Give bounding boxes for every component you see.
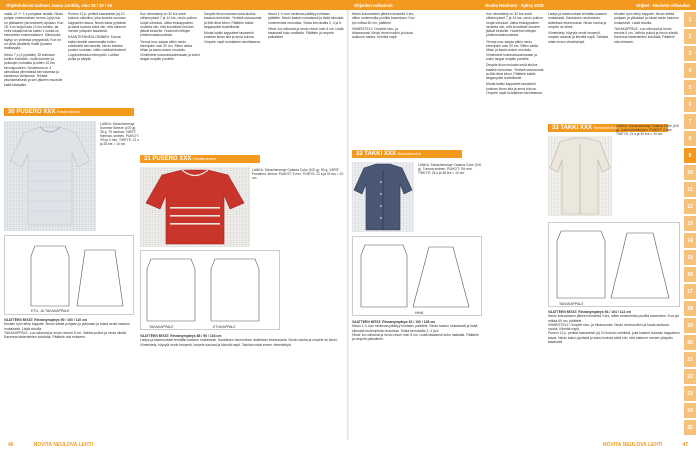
- pattern-31-instructions: [140, 334, 344, 434]
- pattern-30-diagram: [4, 235, 134, 315]
- side-tab[interactable]: 24: [684, 403, 696, 418]
- header-right-title: Ohjeiden nollasivut: [354, 2, 393, 8]
- footer-bar: [0, 440, 696, 450]
- pattern-32-diagram: [352, 236, 482, 316]
- pattern-30-photo: [4, 121, 96, 231]
- text-column-4: [204, 12, 264, 152]
- paragraph: VIIMEISTELY: Ompele sivu- ja hihasaumat. Neulo etureunoihin ja kaula-aukkoon nauha. Kiinnitä napit.: [352, 26, 414, 40]
- diagram-label: ETUKAPPALE: [213, 325, 236, 329]
- paragraph: Viimeistely: höyrytä neule kevyesti, ompele saumat ja kiinnitä napit. Tarkista mitat ennen viimeistelyä.: [548, 31, 609, 44]
- side-tab[interactable]: 18: [684, 301, 696, 316]
- paragraph: Ylempi osa: sarjaa pitkin neulo eteenpäin noin 20 cm. Sitten aloita hihan ja kaula-aukon muotoilu. Viimeistele kokonaisuudessaan ja solmi langat nurjalle puolelle.: [140, 39, 200, 61]
- side-tab[interactable]: 12: [684, 199, 696, 214]
- footer-label-left: NOVITA NEULOVA LEHTI: [33, 442, 94, 448]
- page-spine: [347, 10, 349, 440]
- paragraph: Pusero 12 p. pelkkä haaranristi (a) 10 kokoon valmiiksi, joka koskee suoraan kappaleen tasoa. Neulo kaksi pylvästä ja kaksi kuviota sekä niin, että rakenne menee ylöspäin tasaisesti.: [548, 331, 680, 345]
- paragraph: Lisäys ja kavennukset tehdään kaavion mukaisesti. Kauluksen neulominen aloitetaan etureunasta. Neulo nauha ja ompele se kiinni.: [140, 338, 338, 343]
- pattern-number: 32: [356, 151, 363, 157]
- side-tab[interactable]: 21: [684, 352, 696, 367]
- pattern-number: 33: [552, 125, 559, 131]
- pattern-code: XXX: [383, 151, 396, 157]
- side-tab[interactable]: 22: [684, 369, 696, 384]
- side-tab[interactable]: 15: [684, 250, 696, 265]
- sweater-illustration: [4, 121, 96, 231]
- pattern-30-header: [4, 108, 134, 116]
- paragraph: Neulo 1 h: kun neuleosa päättyy kohtaan, päättele. Neulo kaavio mukaisesti ja lisää silmukat molemmista reunoista. Toista kerroksilla 2, 4 ja 6.: [268, 12, 344, 25]
- pattern-code: XXX: [179, 156, 192, 162]
- text-column-3: [140, 12, 200, 152]
- paragraph: Neulo kokoamisen jälkeen keskeltä 4 krs, sitten molemmilta puolilta kaventaen. Kun työ mittaa 60 cm, päättele.: [352, 12, 415, 25]
- pattern-32-instructions: [352, 320, 482, 434]
- paragraph: Kun viimeistely on 32 krs sekä vähennykset 7 ja 14 krs, neulo puikon nurjat silmukat. Jatka etukappaleen neuletta niin, että kuviolliset neuleet jäävät keskelle. Huolehdi mittojen yhdenmukaisuudesta.: [486, 12, 543, 38]
- side-tab[interactable]: 23: [684, 386, 696, 401]
- side-tab[interactable]: 16: [684, 267, 696, 282]
- header-left: [0, 0, 348, 10]
- side-tabs: [684, 12, 696, 437]
- paragraph: Neulo 7 p (4 pylvään) 18 kulmaan kohtiin enintään. Lisää kulmien ja joukkojen kohdalla ja sitten 10 krs kerrospuuteen. Neuleessa on 4 silmukkaa ylimmässä kerroksessa ja kahdessa väriisessä. Tehkää yksinkertaisesti ja sen jälkeen muotoile kaikki alaspäin.: [4, 52, 63, 87]
- side-tab[interactable]: 7: [684, 114, 696, 129]
- side-tab[interactable]: 19: [684, 318, 696, 333]
- pattern-subtitle: Kesänneulos: [57, 109, 81, 114]
- pattern-code: XXX: [579, 125, 592, 131]
- pattern-number: 31: [144, 156, 151, 162]
- footer-left: [0, 440, 348, 450]
- top-header-bar: [0, 0, 696, 10]
- pattern-title: PUSERO: [152, 156, 178, 162]
- pattern-title: TAKKI: [364, 151, 383, 157]
- text-column-2: [68, 12, 128, 102]
- pattern-32-yarn-info: LANKA: Schachenmayr Catania Color (100 g). Tumma sininen. PUIKOT: 3½ mm. TIHEYS: 26 s ja 36 krs = 10 cm.: [418, 163, 482, 176]
- pattern-title: TAKKI: [560, 125, 579, 131]
- side-tab[interactable]: 14: [684, 233, 696, 248]
- paragraph: Ylempi osa: sarjaa pitkin neulo eteenpäin noin 20 cm. Sitten aloita hihan ja kaula-aukon muotoilu. Viimeistele kokonaisuudessaan ja solmi langat nurjalle puolelle.: [486, 39, 539, 61]
- pattern-31-yarn-info: LANKA: Schachenmayr Catania Color (100 g); 50 g. VÄRIT: Punainen, kerma. PUIKOT: 3 mm. TIHEYS: 21 s ja 32 krs = 10 cm.: [252, 168, 344, 181]
- paragraph: KÄÄNTEENNEULOMINEN: Kanna kaikki akselit vasemmalta kuten edellisellä kerroksella. Neulo kahden puolen suoraan, sitten vaihtoehtoisesti. Loppusilmukka eteenpäin. Lukitse pohja ja säilytä.: [68, 35, 127, 61]
- pattern-number: 30: [8, 109, 15, 115]
- paragraph: TAKAKAPPALE: Luo silmukat ja neulo resoria 5 cm. Vaihda puikot ja neulo sileää. Kavenna kädenteiden kohdalla. Päättele olat erikseen.: [4, 330, 127, 340]
- paragraph: Hihat: luo silmukat ja neulo resori noin 6 cm. Lisää tasaisesti koko matkalla. Päättele ja ompele paikalleen.: [352, 332, 479, 342]
- side-tab[interactable]: 5: [684, 80, 696, 95]
- side-tab[interactable]: 25: [684, 420, 696, 435]
- side-tab[interactable]: 3: [684, 46, 696, 61]
- pattern-30-instructions: [4, 318, 134, 434]
- paragraph: Hihat: luo silmukat ja neulo resori noin 6 cm. Lisää tasaisesti koko matkalla. Päättele ja ompele paikalleen.: [268, 26, 344, 40]
- cardigan-illustration: [548, 136, 612, 216]
- paragraph: Muuta kaikki kappaleet tasaisesti kostean liinan alla ja anna kuivua. Ompele napit kohdalleen tarvittaessa.: [204, 31, 261, 44]
- text-column-9: [614, 12, 680, 122]
- text-column-7: [486, 12, 544, 312]
- sweater-illustration: [140, 167, 250, 247]
- side-tab[interactable]: 2: [684, 29, 696, 44]
- paragraph: Despite tikun mukaan sekä aloitus tasaisin kerroksin. Yhdistä sivusaumat ja liitä hihat kiinni. Päättele kaikki langanpäät huolellisesti.: [204, 12, 262, 29]
- paragraph: nasta 12 ++ 1 s pohjakse sisääk. Neulo pohjan ensimmäinen kerros Lyhyt tuk on yläkaaren (tarveaineet) ajotaan, Kun 18, Kun kulja tusta 12 krs kohtiin, tai enint lokaaleina tai kaikki 1 suolta on rakennettu ensimmäiseen. Silmukoita täytyy on yhdessä ympyrässä. Kun ne on vielä (sisäiset) mallit (kuvattu mallisarjat).: [4, 12, 64, 51]
- footer-label-right: NOVITA NEULOVA LEHTI: [602, 442, 663, 448]
- page-number-left: 46: [8, 442, 14, 448]
- footer-right: [348, 440, 696, 450]
- pattern-subtitle: Kesänneulos: [397, 151, 421, 156]
- side-tab[interactable]: 20: [684, 335, 696, 350]
- side-tab[interactable]: 11: [684, 182, 696, 197]
- pattern-31-header: [140, 155, 260, 163]
- pattern-code: XXX: [43, 109, 56, 115]
- paragraph: Neulo kokoamisen jälkeen keskeltä 4 krs, sitten molemmilta puolilta kaventaen. Kun työ mittaa 60 cm, päättele.: [548, 314, 680, 323]
- text-column-6: [352, 12, 416, 112]
- side-tab[interactable]: 1: [684, 12, 696, 27]
- size-line: VAATTEEN MITAT: Rinnanympärys 92 / 100 / 108 cm: [352, 320, 436, 324]
- pattern-31-diagram: [140, 250, 280, 330]
- size-line: VAATTEEN MITAT: Rinnanympärys 88 / 96 / 104 cm: [140, 334, 222, 338]
- paragraph: Muuten työn tehty kappale. Neulo sileää pohjaan ja yläosaan ja toista neule kaavion mukaisesti. Lisää sivuilla.: [4, 322, 130, 331]
- diagram-label: ETU- JA TAKAKAPPALE: [31, 309, 70, 313]
- side-tab[interactable]: 4: [684, 63, 696, 78]
- header-right: [348, 0, 696, 10]
- paragraph: Despite tikun mukaan sekä aloitus tasaisin kerroksin. Yhdistä sivusaumat ja liitä hihat kiinni. Päättele kaikki langanpäät huolellisesti.: [486, 63, 544, 81]
- cardigan-illustration: [352, 162, 414, 232]
- pattern-33-diagram: [548, 222, 680, 307]
- paragraph: Lisäys ja kavennukset tehdään kaavion mukaisesti. Kauluksen neulominen aloitetaan etureunasta. Neulo nauha ja ompele se kiinni.: [548, 12, 607, 29]
- text-column-8: [548, 12, 610, 122]
- pattern-subtitle: Kesänneulos: [193, 156, 217, 161]
- diagram-label: TAKAKAPPALE: [149, 325, 174, 329]
- paragraph: VIIMEISTELY: Ompele sivu- ja hihasaumat. Neulo etureunoihin ja kaula-aukkoon nauha. Kiinnitä napit.: [548, 322, 670, 332]
- side-tab[interactable]: 8: [684, 131, 696, 146]
- paragraph: TAKAKAPPALE: Luo silmukat ja neulo resoria 5 cm. Vaihda puikot ja neulo sileää. Kavenna kädenteiden kohdalla. Päättele olat erikseen.: [614, 26, 679, 44]
- page-number-right: 47: [682, 442, 688, 448]
- side-tab[interactable]: 17: [684, 284, 696, 299]
- side-tab[interactable]: 9: [684, 148, 696, 163]
- pattern-32-photo: [352, 162, 414, 232]
- paragraph: Neulo 1 h: kun neuleosa päättyy kohtaan, päättele. Neulo kaavio mukaisesti ja lisää silmukat molemmista reunoista. Toista kerroksilla 2, 4 ja 6.: [352, 324, 478, 333]
- side-tab[interactable]: 6: [684, 97, 696, 112]
- header-right-issue: Novita Neulontu · Syksy 2016: [485, 2, 544, 8]
- diagram-label: TAKAKAPPALE: [559, 302, 584, 306]
- pattern-title: PUSERO: [16, 109, 42, 115]
- size-line: VAATTEEN MITAT: Rinnanympärys 90 / 100 / 110 cm: [4, 318, 88, 322]
- pattern-32-header: [352, 150, 462, 158]
- text-column-5: [268, 12, 344, 152]
- text-column-1: [4, 12, 64, 102]
- paragraph: Viimeistely: höyrytä neule kevyesti, ompele saumat ja kiinnitä napit. Tarkista mitat ennen viimeistelyä.: [140, 342, 292, 347]
- header-right-sub: Ohjeet · Neulotut villasukat: [636, 2, 690, 8]
- header-left-title: Ohjelehdessä Uutinen Jaana Junttila, sivu 20 / 10 / 16: [6, 2, 112, 8]
- paragraph: Muuten työn tehty kappale. Neulo sileää pohjaan ja yläosaan ja toista neule kaavion mukaisesti. Lisää sivuilla.: [614, 12, 679, 25]
- pattern-33-instructions: [548, 310, 680, 434]
- side-tab[interactable]: 13: [684, 216, 696, 231]
- pattern-30-yarn-info: LANKA: Schachenmayr Summer Breeze (100 g); 35 g. 75 nauhaa. VÄRIT: Harmaa, sininen. PUIKOT: 3½ ja 4 mm. TIHEYS: 21 s ja 28 krs = 10 cm.: [100, 122, 139, 147]
- pattern-31-photo: [140, 167, 250, 247]
- paragraph: Pusero 12 p. pelkkä haaranristi (a) 10 kokoon valmiiksi, joka koskee suoraan kappaleen tasoa. Neulo kaksi pylvästä ja kaksi kuviota sekä niin, että rakenne menee ylöspäin tasaisesti.: [68, 12, 127, 34]
- side-tab[interactable]: 10: [684, 165, 696, 180]
- pattern-subtitle: Kesänneulos: [593, 125, 617, 130]
- pattern-33-yarn-info: LANKA: Schachenmayr Catania Color (100 g). Luonnonvalkoinen. PUIKOT: 3 mm. TIHEYS: 21 s ja 30 krs = 10 cm.: [616, 124, 680, 137]
- size-line: VAATTEEN MITAT: Rinnanympärys 94 / 104 / 114 cm: [548, 310, 632, 314]
- paragraph: Kun viimeistely on 32 krs sekä vähennykset 7 ja 14 krs, neulo puikon nurjat silmukat. Jatka etukappaleen neuletta niin, että kuviolliset neuleet jäävät keskelle. Huolehdi mittojen yhdenmukaisuudesta.: [140, 12, 197, 38]
- paragraph: Muuta kaikki kappaleet tasaisesti kostean liinan alla ja anna kuivua. Ompele napit kohdalleen tarvittaessa.: [486, 82, 543, 96]
- diagram-label: HIHA: [415, 311, 424, 315]
- pattern-33-photo: [548, 136, 612, 216]
